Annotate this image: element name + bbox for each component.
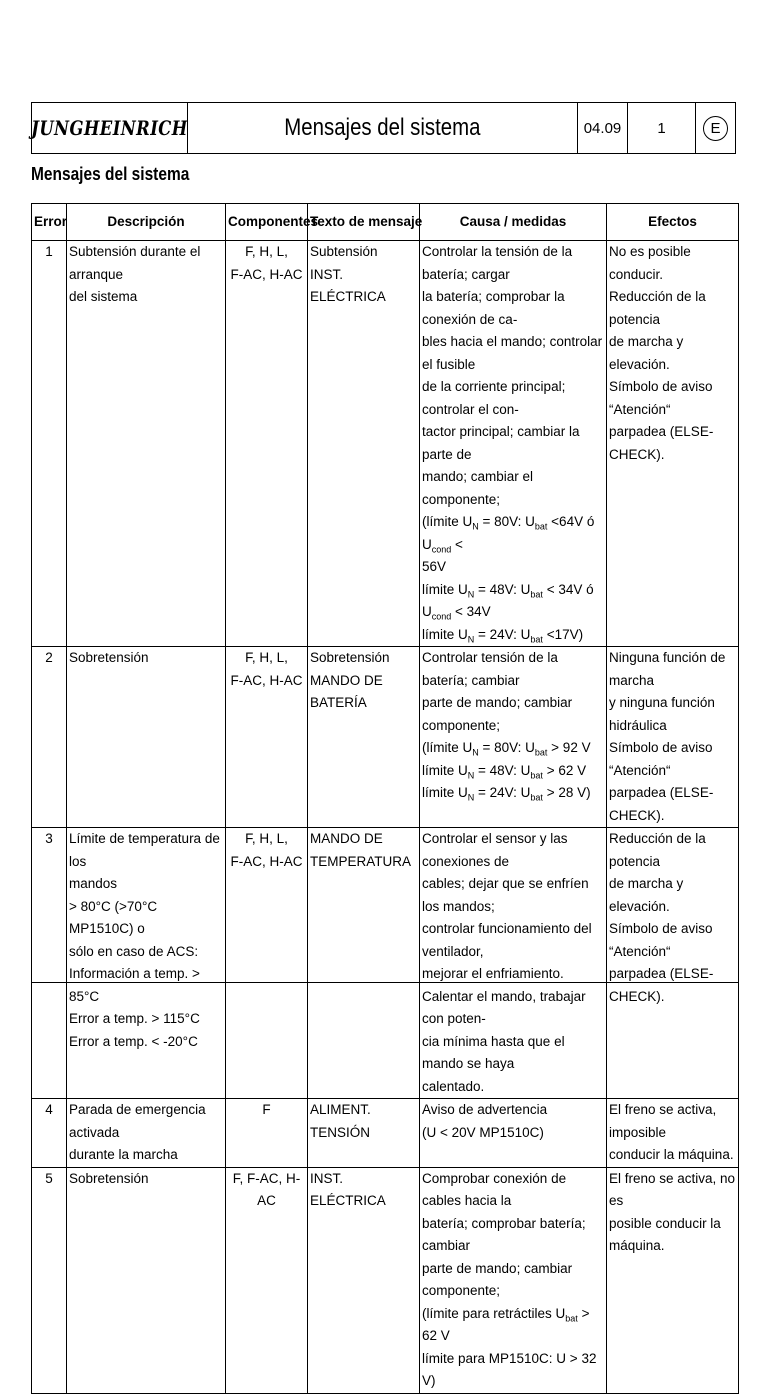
table-row — [32, 1167, 739, 1393]
effects-cell-line: parpadea (ELSE-CHECK). — [609, 785, 714, 823]
description-cell-line: Error a temp. < -20°C — [69, 1033, 198, 1049]
cause-measures-cell-line: (límite $U_N = 80V$: $U_{bat} > 92$ V — [422, 740, 591, 758]
header-date: 04.09 — [578, 103, 628, 153]
cause-measures-cell — [420, 828, 607, 1099]
error-cell-line: 1 — [45, 244, 53, 259]
description-cell — [67, 241, 226, 647]
effects-cell — [607, 241, 739, 647]
error-cell-line: 5 — [45, 1170, 53, 1186]
components-cell-line: F, H, L, — [245, 244, 288, 259]
description-cell-line: Información a temp. > 85°C — [69, 966, 200, 1004]
cause-measures-cell-line: tactor principal; cambiar la parte de — [422, 424, 580, 462]
description-cell-line: Límite de temperatura de los — [69, 831, 220, 869]
message-text-cell-line: ALIMENT. TENSIÓN — [310, 1102, 371, 1140]
cause-measures-cell-line: Aviso de advertencia — [422, 1102, 548, 1117]
table-header-row — [32, 204, 739, 241]
cause-measures-cell-line: límite $U_N = 48V$: $U_{bat} > 62$ V — [422, 762, 587, 781]
error-cell-line: 2 — [45, 650, 53, 665]
description-cell-line: Sobretensión — [69, 1170, 149, 1186]
cause-measures-cell-line: parte de mando; cambiar componente; — [422, 1260, 573, 1298]
header-title: Mensajes del sistema — [284, 114, 481, 141]
cause-measures-cell-line: límite $U_N = 24V$: $U_{bat} > 28$ V) — [422, 785, 591, 803]
description-cell — [67, 828, 226, 1099]
components-cell-line: F-AC, H-AC — [230, 672, 303, 688]
cause-measures-cell — [420, 1167, 607, 1393]
table-body — [32, 241, 739, 1394]
cause-measures-cell-line: $U_{cond} < 34V$ — [422, 604, 491, 622]
effects-cell — [607, 1099, 739, 1168]
column-header-message-text: Texto de mensaje — [308, 204, 420, 241]
column-header-effects: Efectos — [607, 204, 739, 241]
table-row — [32, 828, 739, 1099]
cause-measures-cell-line: cables; dejar que se enfríen los mandos; — [422, 876, 589, 914]
error-cell — [32, 647, 67, 828]
message-text-cell-line: MANDO DE — [310, 672, 383, 688]
language-cell — [696, 103, 735, 153]
message-text-cell-line: Subtensión — [310, 244, 378, 259]
message-text-cell — [308, 241, 420, 647]
message-text-cell-line: TEMPERATURA — [310, 853, 412, 869]
components-cell-line: F, F-AC, H-AC — [232, 1170, 301, 1208]
cause-measures-cell-line: (límite para retráctiles $U_{bat} > 62$ V — [422, 1305, 590, 1343]
effects-cell-line: parpadea (ELSE-CHECK). — [609, 966, 714, 1004]
message-text-cell-line: Sobretensión — [310, 650, 390, 665]
cause-measures-cell-line: Controlar tensión de la batería; cambiar — [422, 650, 558, 688]
effects-cell — [607, 647, 739, 828]
components-cell-line: F, H, L, — [245, 650, 288, 665]
components-cell — [226, 241, 308, 647]
column-header-error: Error — [32, 204, 67, 241]
cause-measures-cell-line: la batería; comprobar la conexión de ca- — [422, 289, 565, 327]
cause-measures-cell — [420, 647, 607, 828]
components-cell-line: F-AC, H-AC — [230, 266, 303, 282]
document-header — [31, 102, 736, 154]
section-title: Mensajes del sistema — [31, 164, 190, 184]
cause-measures-cell-line: 56V — [422, 559, 447, 574]
effects-cell — [607, 828, 739, 1099]
bottom-rule — [31, 982, 738, 983]
error-cell — [32, 828, 67, 1099]
column-header-cause-measures: Causa / medidas — [420, 204, 607, 241]
effects-cell-line: Símbolo de aviso “Atención“ — [609, 921, 713, 959]
column-header-components: Componentes — [226, 204, 308, 241]
error-cell — [32, 1167, 67, 1393]
message-text-cell — [308, 1167, 420, 1393]
message-text-cell — [308, 1099, 420, 1168]
description-cell-line: sólo en caso de ACS: — [69, 943, 199, 959]
description-cell — [67, 647, 226, 828]
cause-measures-cell-line: (límite $U_N = 80V$: $U_{bat} <64V$ ó $U_{cond}$ < — [422, 514, 595, 555]
description-cell-line: durante la marcha — [69, 1147, 178, 1162]
effects-cell-line: El freno se activa, no es — [609, 1170, 736, 1208]
header-page-number: 1 — [628, 103, 696, 153]
components-cell — [226, 1099, 308, 1168]
cause-measures-cell-line: límite para MP1510C: U > 32 V) — [422, 1350, 597, 1388]
message-text-cell — [308, 647, 420, 828]
message-text-cell — [308, 828, 420, 1099]
table-row — [32, 1099, 739, 1168]
cause-measures-cell-line: límite $U_N = 48V$: $U_{bat} < 34V$ ó — [422, 581, 594, 600]
effects-cell-line: conducir la máquina. — [609, 1147, 734, 1162]
effects-cell-line: de marcha y elevación. — [609, 334, 684, 372]
effects-cell-line: Símbolo de aviso “Atención“ — [609, 379, 713, 417]
effects-cell-line: parpadea (ELSE-CHECK). — [609, 424, 714, 462]
column-header-description: Descripción — [67, 204, 226, 241]
table-row — [32, 647, 739, 828]
cause-measures-cell — [420, 1099, 607, 1168]
components-cell-line: F — [262, 1102, 271, 1117]
components-cell — [226, 1167, 308, 1393]
cause-measures-cell-line: calentado. — [422, 1078, 485, 1094]
effects-cell-line: El freno se activa, imposible — [609, 1102, 717, 1140]
system-messages-table — [31, 203, 739, 1394]
cause-measures-cell — [420, 241, 607, 647]
effects-cell-line: de marcha y elevación. — [609, 876, 684, 914]
message-text-cell-line: MANDO DE — [310, 831, 383, 846]
error-cell-line: 4 — [45, 1102, 53, 1117]
error-cell-line: 3 — [45, 831, 53, 846]
cause-measures-cell-line: cia mínima hasta que el mando se haya — [422, 1033, 565, 1071]
components-cell-line: F-AC, H-AC — [230, 853, 303, 869]
cause-measures-cell-line: Controlar el sensor y las conexiones de — [422, 831, 568, 869]
description-cell — [67, 1099, 226, 1168]
cause-measures-cell-line: parte de mando; cambiar componente; — [422, 695, 573, 733]
cause-measures-cell-line: bles hacia el mando; controlar el fusible — [422, 334, 603, 372]
effects-cell-line: No es posible conducir. — [609, 244, 691, 282]
description-cell-line: Subtensión durante el arranque — [69, 244, 201, 282]
description-cell — [67, 1167, 226, 1393]
effects-cell-line: posible conducir la — [609, 1215, 721, 1231]
description-cell-line: Error a temp. > 115°C — [69, 1011, 200, 1026]
description-cell-line: Parada de emergencia activada — [69, 1102, 206, 1140]
message-text-cell-line: BATERÍA — [310, 695, 367, 710]
effects-cell — [607, 1167, 739, 1393]
error-cell — [32, 241, 67, 647]
cause-measures-cell-line: Comprobar conexión de cables hacia la — [422, 1170, 567, 1208]
components-cell-line: F, H, L, — [245, 831, 288, 846]
cause-measures-cell-line: batería; comprobar batería; cambiar — [422, 1215, 586, 1253]
effects-cell-line: Ninguna función de marcha — [609, 650, 726, 688]
jungheinrich-logo: JUNGHEINRICH — [31, 116, 188, 140]
message-text-cell-line: INST. ELÉCTRICA — [310, 1170, 386, 1208]
effects-cell-line: y ninguna función hidráulica — [609, 695, 715, 733]
table-row — [32, 241, 739, 647]
cause-measures-cell-line: Controlar la tensión de la batería; cargar — [422, 244, 573, 282]
components-cell — [226, 647, 308, 828]
logo-cell — [32, 103, 188, 153]
description-cell-line: mandos — [69, 876, 118, 891]
effects-cell-line: Reducción de la potencia — [609, 289, 706, 327]
components-cell — [226, 828, 308, 1099]
error-cell — [32, 1099, 67, 1168]
effects-cell-line: Símbolo de aviso “Atención“ — [609, 740, 713, 778]
description-cell-line: del sistema — [69, 289, 138, 304]
effects-cell-line: Reducción de la potencia — [609, 831, 706, 869]
language-badge: E — [703, 116, 728, 141]
cause-measures-cell-line: (U < 20V MP1510C) — [422, 1124, 544, 1140]
description-cell-line: > 80°C (>70°C MP1510C) o — [69, 898, 158, 936]
cause-measures-cell-line: Calentar el mando, trabajar con poten- — [422, 988, 586, 1026]
cause-measures-cell-line: límite $U_N = 24V$: $U_{bat} <17V$) — [422, 626, 584, 645]
header-title-cell — [188, 103, 578, 153]
cause-measures-cell-line: controlar funcionamiento del ventilador, — [422, 921, 592, 959]
cause-measures-cell-line: mejorar el enfriamiento. — [422, 966, 564, 981]
cause-measures-cell-line: de la corriente principal; controlar el con- — [422, 379, 566, 417]
message-text-cell-line: INST. ELÉCTRICA — [310, 266, 386, 304]
cause-measures-cell-line: mando; cambiar el componente; — [422, 469, 534, 507]
description-cell-line: Sobretensión — [69, 650, 149, 665]
effects-cell-line: máquina. — [609, 1238, 665, 1253]
